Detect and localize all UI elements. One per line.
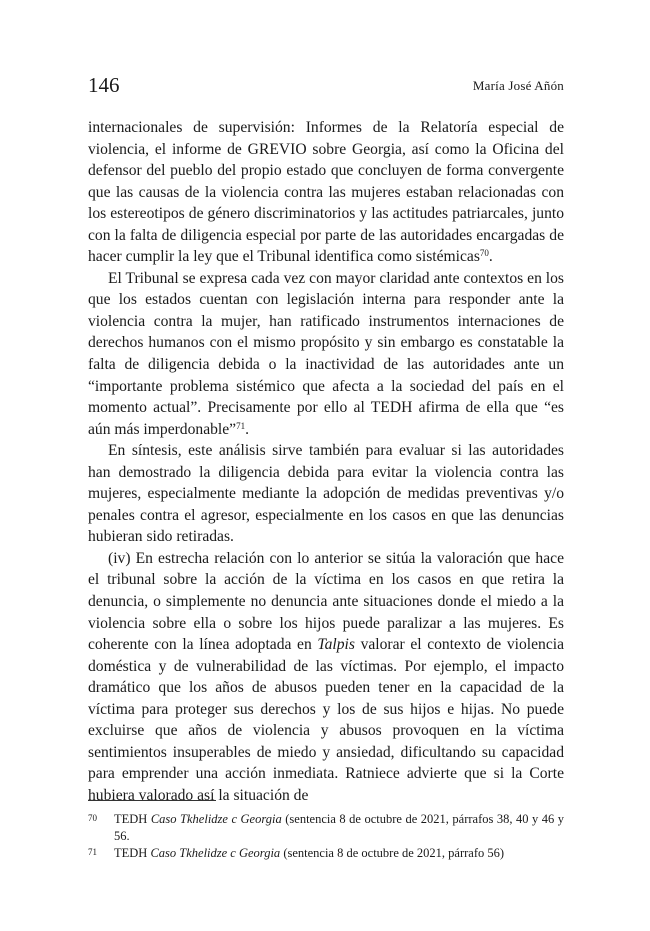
footnote-case-name: Caso Tkhelidze c Georgia bbox=[150, 846, 281, 860]
footnotes bbox=[88, 811, 564, 862]
page-number: 146 bbox=[88, 73, 120, 97]
paragraph-2-end: . bbox=[245, 420, 249, 438]
footnote-number: 70 bbox=[88, 813, 97, 823]
running-head-author: María José Añón bbox=[472, 78, 564, 93]
footnote-case-name: Caso Tkhelidze c Georgia bbox=[150, 812, 282, 826]
footnote-ref-70[interactable]: 70 bbox=[479, 248, 489, 259]
paragraph-1-text: internacionales de supervisión: Informes de la Relatoría especial de violencia, el informe de GREVIO sobre Georgia, así como la Oficina del defensor del pueblo del propio estado que concluyen de forma convergente que las causas de la violencia contra las mujeres estaban relacionadas con los estereotipos de género discriminatorios y las actitudes patriarcales, junto con la falta de diligencia especial por parte de las autoridades encargadas de hacer cumplir la ley que el Tribunal identifica como sistémicas bbox=[88, 119, 564, 266]
paragraph-2-text: El Tribunal se expresa cada vez con mayor claridad ante contextos en los que los estados cuentan con legislación interna para responder ante la violencia contra la mujer, han ratificado instrumentos internaciones de derechos humanos con el mismo propósito y sin embargo es constatable la falta de diligencia debida o la inactividad de las autoridades ante un “importante problema sistémico que afecta a la sociedad del país en el momento actual”. Precisamente por ello al TEDH afirma de ella que “es aún más imperdonable” bbox=[88, 269, 564, 438]
paragraph-3: En síntesis, este análisis sirve también para evaluar si las autoridades han demostrado la diligencia debida para evitar la violencia contra las mujeres, especialmente mediante la adopción de medidas preventivas y/o penales contra el agresor, especialmente en los casos en que las denuncias hubieran sido retiradas. bbox=[88, 442, 564, 546]
footnote-citation: (sentencia 8 de octubre de 2021, párrafos 38, 40 y 46 y 56. bbox=[114, 812, 565, 843]
footnote-prefix: TEDH bbox=[114, 846, 151, 860]
page-header bbox=[88, 72, 564, 102]
paragraph-2 bbox=[88, 268, 564, 440]
footnote-number: 71 bbox=[88, 847, 97, 857]
footnote-separator bbox=[88, 800, 216, 801]
body-text bbox=[88, 117, 564, 807]
footnote-prefix: TEDH bbox=[114, 812, 151, 826]
footnote-70 bbox=[88, 811, 564, 845]
paragraph-1-end: . bbox=[488, 248, 493, 266]
footnote-citation: (sentencia 8 de octubre de 2021, párrafo 56) bbox=[280, 846, 505, 860]
paragraph-4 bbox=[88, 548, 564, 807]
paragraph-1 bbox=[88, 117, 564, 268]
case-name-talpis: Talpis bbox=[317, 636, 355, 654]
paragraph-4-text-b: valorar el contexto de violencia doméstica y de vulnerabilidad de las víctimas. Por ejemplo, el impacto dramático que los años de abusos pueden tener en la capacidad de la víctima para proteger sus derechos y los de sus hijos e hijas. No puede excluirse que años de violencia y abusos provoquen en la víctima sentimientos insuperables de miedo y ansiedad, dificultando su capacidad para emprender una acción inmediata. Ratniece advierte que si la Corte hubiera valorado así la situación de bbox=[88, 636, 564, 804]
paragraph-4-text-a: (iv) En estrecha relación con lo anterior se sitúa la valoración que hace el tribunal sobre la acción de la víctima en los casos en que retira la denuncia, o simplemente no denuncia ante situaciones donde el miedo a la violencia sobre ella o sobre los hijos puede paralizar a las mujeres. Es coherente con la línea adoptada en bbox=[88, 549, 564, 654]
footnote-71 bbox=[88, 845, 564, 862]
footnote-ref-71[interactable]: 71 bbox=[236, 420, 246, 431]
